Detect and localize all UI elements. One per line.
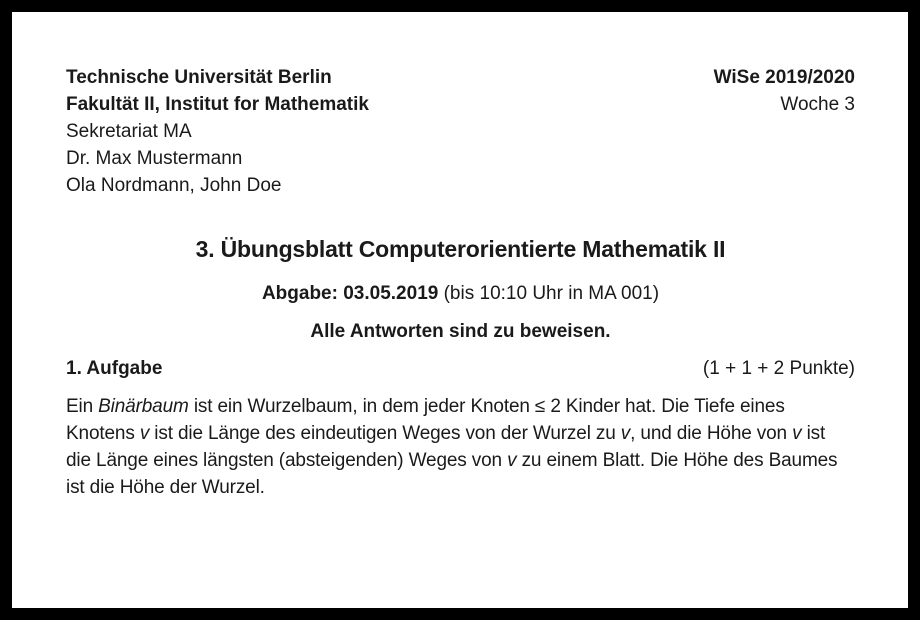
exercise-header-row (66, 355, 855, 382)
assistant-names: Ola Nordmann, John Doe (66, 175, 282, 196)
sheet-title: 3. Übungsblatt Computerorientierte Mathematik II (195, 236, 726, 262)
faculty-name: Fakultät II, Institut for Mathematik (66, 94, 369, 115)
proof-notice: Alle Antworten sind zu beweisen. (310, 321, 611, 342)
header-address-block (66, 64, 369, 199)
document-header (66, 64, 855, 199)
deadline-details: (bis 10:10 Uhr in MA 001) (438, 283, 660, 304)
exercise-text: Ein Binärbaum ist ein Wurzelbaum, in dem jeder Knoten ≤ 2 Kinder hat. Die Tiefe eines Knotens v ist die Länge des eindeutigen Weges von der Wurzel zu v, und die Höhe von v ist die Länge eines längsten (absteigenden) Weges von v zu einem Blatt. Die Höhe des Baumes ist die Höhe der Wurzel. (66, 396, 838, 498)
lecturer-name: Dr. Max Mustermann (66, 148, 243, 169)
semester-label: WiSe 2019/2020 (713, 67, 855, 88)
page-content (12, 12, 908, 608)
secretariat-line: Sekretariat MA (66, 121, 192, 142)
header-semester-block (714, 64, 855, 118)
submission-deadline (66, 280, 855, 307)
university-name: Technische Universität Berlin (66, 67, 332, 88)
exercise-points: (1 + 1 + 2 Punkte) (702, 358, 855, 379)
deadline-date: Abgabe: 03.05.2019 (261, 283, 439, 304)
week-label: Woche 3 (780, 94, 855, 115)
exercise-label: 1. Aufgabe (66, 358, 163, 379)
